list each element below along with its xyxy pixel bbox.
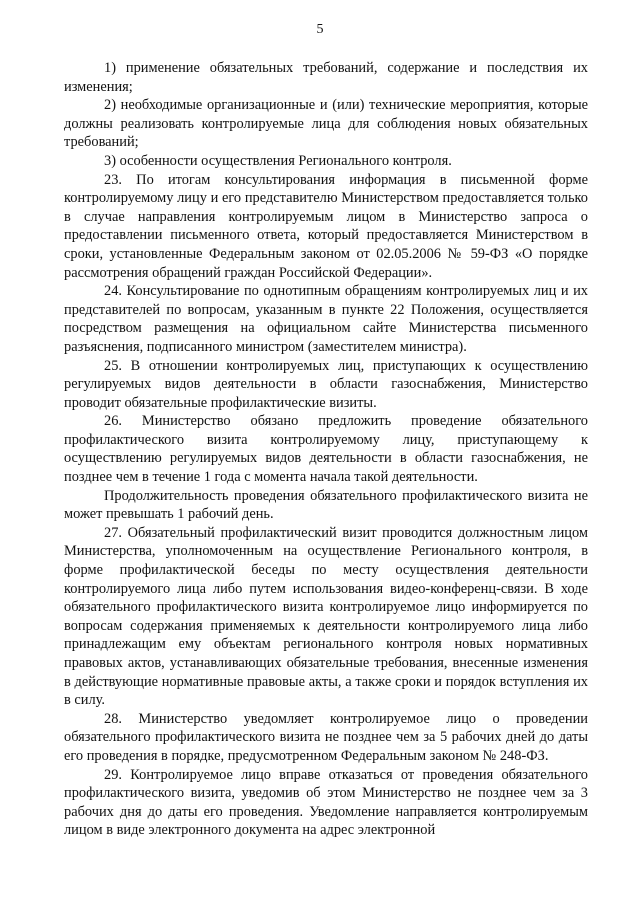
paragraph-item-2: 2) необходимые организационные и (или) технические мероприятия, которые должны реализовать контролируемые лица для соблюдения новых обязательных требований; xyxy=(64,97,588,151)
paragraph-item-1: 1) применение обязательных требований, содержание и последствия их изменения; xyxy=(64,60,588,95)
document-body xyxy=(64,59,588,840)
paragraph-item-3: 3) особенности осуществления Регионального контроля. xyxy=(104,152,452,169)
paragraph-clause-23: 23. По итогам консультирования информация в письменной форме контролируемому лицу и его представителю Министерством предоставляется только в случае направления контролируемым лицом в Министерство запроса о предоставлении письменного ответа, который предоставляется Министерством в сроки, установленные Федеральным законом от 02.05.2006 № 59-ФЗ «О порядке рассмотрения обращений граждан Российской Федерации». xyxy=(64,171,588,281)
paragraph-clause-27: 27. Обязательный профилактический визит проводится должностным лицом Министерства, уполномоченным на осуществление Регионального контроля, в форме профилактической беседы по месту осуществления деятельности контролируемого лица либо путем использования видео-конференц-связи. В ходе обязательного профилактического визита контролируемое лицо информируется по вопросам содержания применяемых к деятельности контролируемого лица либо принадлежащим ему объектам регионального контроля новых нормативных правовых актов, устанавливающих обязательные требования, внесенные изменения в действующие нормативные правовые акты, а также сроки и порядок вступления их в силу. xyxy=(64,524,588,709)
paragraph-clause-28: 28. Министерство уведомляет контролируемое лицо о проведении обязательного профилактического визита не позднее чем за 5 рабочих дней до даты его проведения в порядке, предусмотренном Федеральным законом № 248-ФЗ. xyxy=(64,710,588,764)
paragraph-clause-25: 25. В отношении контролируемых лиц, приступающих к осуществлению регулируемых видов деятельности в области газоснабжения, Министерство проводит обязательные профилактические визиты. xyxy=(64,357,588,411)
page-number: 5 xyxy=(316,22,324,37)
paragraph-visit-duration: Продолжительность проведения обязательного профилактического визита не может превышать 1 рабочий день. xyxy=(64,487,588,523)
paragraph-clause-24: 24. Консультирование по однотипным обращениям контролируемых лиц и их представителей по вопросам, указанным в пункте 22 Положения, осуществляется посредством размещения на официальном сайте Министерства письменного разъяснения, подписанного министром (заместителем министра). xyxy=(64,283,588,355)
paragraph-clause-29: 29. Контролируемое лицо вправе отказаться от проведения обязательного профилактического визита, уведомив об этом Министерство не позднее чем за 3 рабочих дня до даты его проведения. Уведомление направляется контролируемым лицом в виде электронного документа на адрес электронной xyxy=(64,766,588,839)
paragraph-clause-26: 26. Министерство обязано предложить проведение обязательного профилактического визита контролируемому лицу, приступающему к осуществлению регулируемых видов деятельности в области газоснабжения, не позднее чем в течение 1 года с момента начала такой деятельности. xyxy=(64,413,588,486)
